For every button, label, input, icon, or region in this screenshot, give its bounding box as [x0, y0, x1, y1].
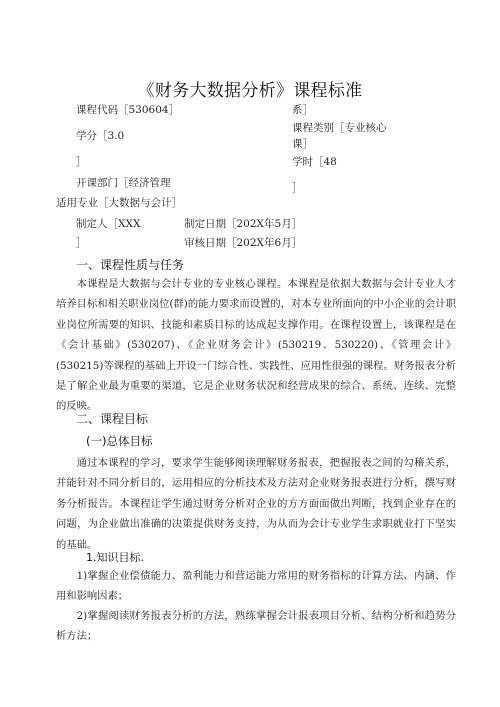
course-credit: 学分［3.0 — [76, 130, 125, 142]
course-author-close: ］ — [76, 237, 87, 249]
course-author: 制定人［XXX — [76, 218, 141, 230]
section-heading-goals: 二、课程目标 — [76, 412, 149, 426]
course-category-continued: 课］ — [292, 138, 313, 150]
section-body-overall: 通过本课程的学习，要求学生能够阅读理解财务报表，把握报表之间的勾稽关系，并能针对不同分析目的，运用相应的分析技术及方法对企业财务报表进行分析，撰写财务分析报告。本课程让学生通过财务分析对企业的方方面面做出判断，找到企业存在的问题，为企业做出准确的决策提供财务支持，为从而为会计专业学生求职就业打下坚实的基础。 — [56, 457, 456, 551]
knowledge-item-1: 1)掌握企业偿债能力、盈利能力和营运能力常用的财务指标的计算方法、内涵、作用和影响因素； — [56, 570, 456, 603]
course-code: 课程代码［530604］ — [76, 104, 180, 116]
course-department: 开课部门［经济管理 — [76, 177, 171, 189]
course-category: 课程类别［专业核心 — [292, 122, 387, 134]
knowledge-item-2: 2)掌握阅读财务报表分析的方法，熟练掌握会计报表项目分析、结构分析和趋势分析方法； — [56, 610, 456, 643]
course-make-date: 制定日期［202X年5月］ — [184, 218, 303, 230]
section-heading-nature: 一、课程性质与任务 — [76, 258, 185, 272]
course-hours-close: ］ — [292, 182, 303, 194]
course-review-date: 审核日期［202X年6月］ — [184, 237, 303, 249]
course-dept-continued: 系］ — [292, 104, 313, 116]
course-hours: 学时［48 — [292, 156, 337, 168]
subsection-heading-overall: (一)总体目标 — [86, 434, 153, 448]
course-credit-close: ］ — [76, 156, 87, 168]
page-title: 《财务大数据分析》课程标准 — [137, 81, 363, 101]
section-body-nature: 本课程是大数据与会计专业的专业核心课程。本课程是依据大数据与会计专业人才培养目标和相关职业岗位(群)的能力要求而设置的，对本专业所面向的中小企业的会计职业岗位所需要的知识、技能和素质目标的达成起支撑作用。在课程设置上，该课程是在《会计基础》(530207)、《企业财务会计》(530219、530220)、《管理会计》(530215)等课程的基础上开设一门综合性、实践性、应用性很强的课程。财务报表分析是了解企业最为重要的渠道，它是企业财务状况和经营成果的综合、系统、连续、完整的反映。 — [56, 278, 456, 413]
subsection-heading-knowledge: 1.知识目标. — [86, 551, 144, 564]
course-major: 适用专业［大数据与会计］ — [56, 197, 182, 209]
